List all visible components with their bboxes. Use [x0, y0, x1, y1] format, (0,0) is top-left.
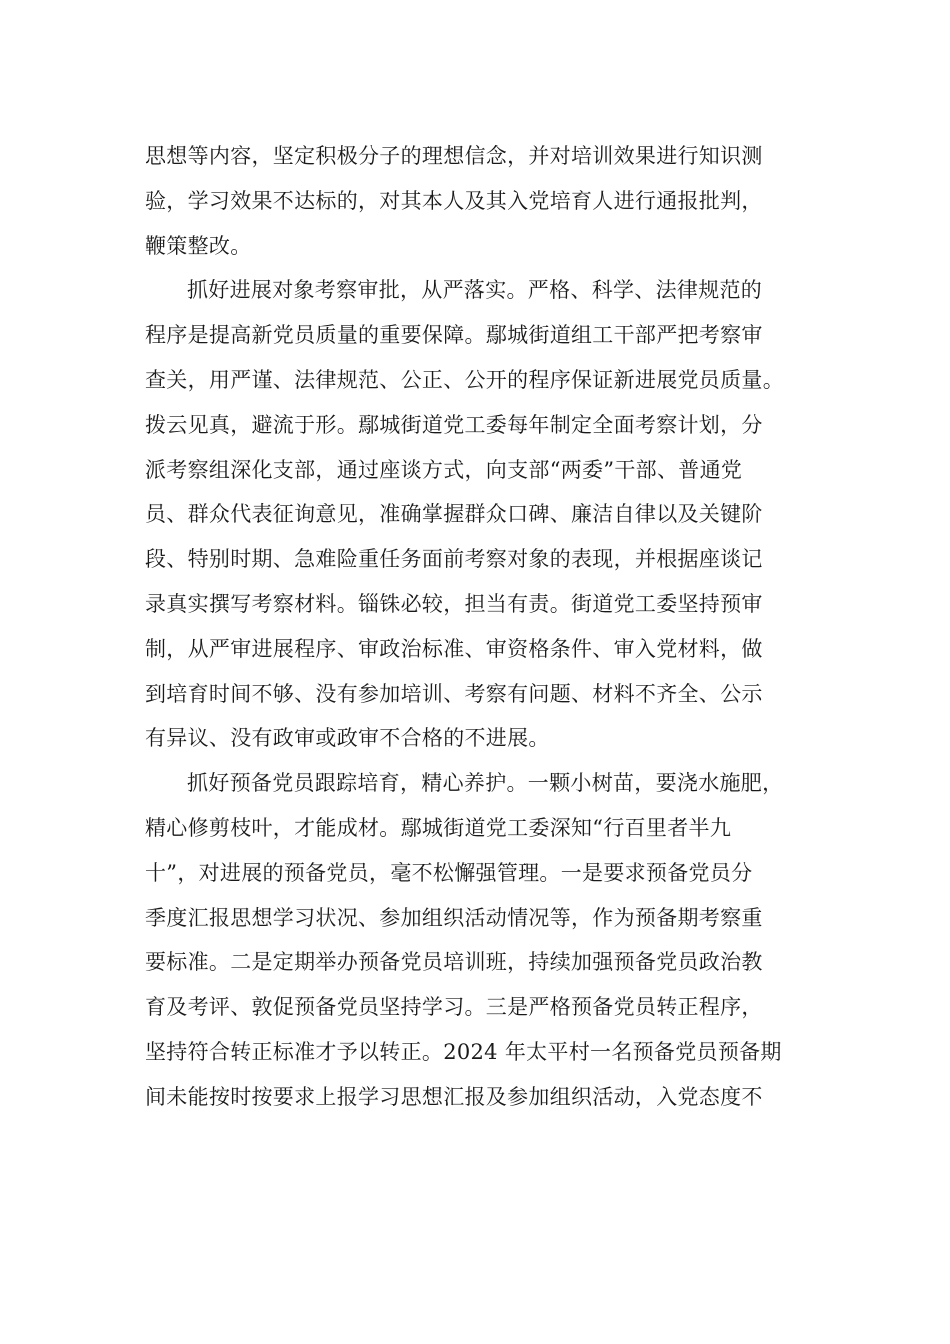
paragraph-1: [145, 134, 810, 268]
text-line: 验，学习效果不达标的，对其本人及其入党培育人进行通报批判，: [145, 188, 763, 213]
text-line: 拨云见真，避流于形。鄢城街道党工委每年制定全面考察计划，分: [145, 412, 763, 437]
text-line: 录真实撰写考察材料。锱铢必较，担当有责。街道党工委坚持预审: [145, 591, 763, 616]
text-line: 坚持符合转正标准才予以转正。2024 年太平村一名预备党员预备期: [145, 1039, 782, 1064]
text-line: 抓好预备党员跟踪培育，精心养护。一颗小树苗，要浇水施肥，: [187, 771, 784, 796]
text-line: 段、特别时期、急难险重任务面前考察对象的表现，并根据座谈记: [145, 547, 763, 572]
text-line: 精心修剪枝叶，才能成材。鄢城街道党工委深知“行百里者半九: [145, 815, 732, 840]
text-line: 要标准。二是定期举办预备党员培训班，持续加强预备党员政治教: [145, 950, 763, 975]
paragraph-2: [145, 268, 810, 761]
text-line: 十”，对进展的预备党员，毫不松懈强管理。一是要求预备党员分: [145, 860, 753, 885]
text-line: 制，从严审进展程序、审政治标准、审资格条件、审入党材料，做: [145, 636, 763, 661]
text-line: 鞭策整改。: [145, 233, 252, 258]
text-line: 有异议、没有政审或政审不合格的不进展。: [145, 726, 550, 751]
text-line: 程序是提高新党员质量的重要保障。鄢城街道组工干部严把考察审: [145, 323, 763, 348]
paragraph-3: [145, 761, 810, 1119]
text-line: 思想等内容，坚定积极分子的理想信念，并对培训效果进行知识测: [145, 144, 763, 168]
text-line: 间未能按时按要求上报学习思想汇报及参加组织活动，入党态度不: [145, 1084, 763, 1109]
text-line: 季度汇报思想学习状况、参加组织活动情况等，作为预备期考察重: [145, 905, 763, 930]
text-line: 到培育时间不够、没有参加培训、考察有问题、材料不齐全、公示: [145, 681, 763, 706]
text-line: 抓好进展对象考察审批，从严落实。严格、科学、法律规范的: [187, 278, 763, 303]
text-line: 查关，用严谨、法律规范、公正、公开的程序保证新进展党员质量。: [145, 367, 784, 392]
text-line: 派考察组深化支部，通过座谈方式，向支部“两委”干部、普通党: [145, 457, 743, 482]
document-body: [145, 134, 810, 1120]
text-line: 员、群众代表征询意见，准确掌握群众口碑、廉洁自律以及关键阶: [145, 502, 763, 527]
text-line: 育及考评、敦促预备党员坚持学习。三是严格预备党员转正程序，: [145, 995, 763, 1020]
